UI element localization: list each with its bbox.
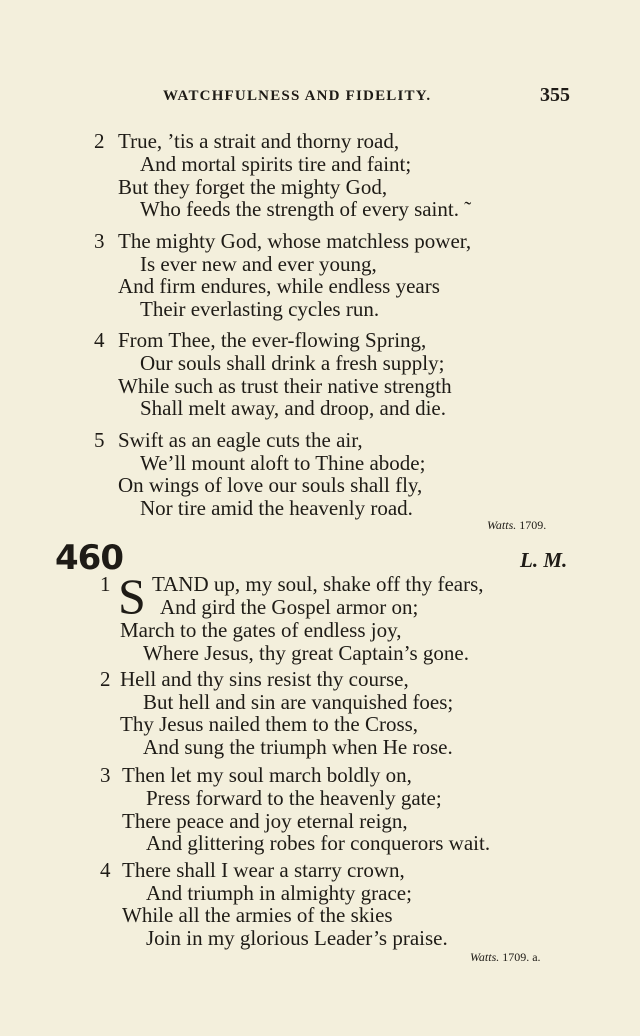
drop-cap: S [118,568,146,624]
verse-number: 2 [94,129,105,153]
verse-line: TAND up, my soul, shake off thy fears, [152,572,484,596]
verse-line: And glittering robes for conquerors wait. [146,831,491,855]
verse-line: But hell and sin are vanquished foes; [143,690,454,714]
verse-line: We’ll mount aloft to Thine abode; [140,451,426,475]
verse-line: Is ever new and ever young, [140,252,377,276]
running-header: WATCHFULNESS AND FIDELITY. [163,88,432,104]
verse-number: 4 [100,858,111,882]
verse-line: And sung the triumph when He rose. [143,735,453,759]
verse-line: There shall I wear a starry crown, [122,858,405,882]
verse-line: From Thee, the ever-flowing Spring, [118,328,427,352]
verse-line: Who feeds the strength of every saint. ˜ [140,197,472,221]
verse-line: March to the gates of endless joy, [120,618,402,642]
verse-line: Hell and thy sins resist thy course, [120,667,409,691]
attribution-year: 1709. a. [502,950,541,964]
attribution-author: Watts. [470,950,500,964]
verse-line: Where Jesus, thy great Captain’s gone. [143,641,469,665]
hymn-meter: L. M. [520,548,568,572]
verse-number: 3 [94,229,105,253]
attribution-author: Watts. [487,518,517,532]
verse-line: There peace and joy eternal reign, [122,809,408,833]
attribution [487,518,546,533]
verse-number: 5 [94,428,105,452]
verse-line: And mortal spirits tire and faint; [140,152,412,176]
hymn-number: 460 [55,538,123,578]
verse-line: While all the armies of the skies [122,903,393,927]
verse-number: 4 [94,328,105,352]
verse-line: While such as trust their native strength [118,374,452,398]
verse-line: Thy Jesus nailed them to the Cross, [120,712,419,736]
verse-number: 1 [100,572,111,596]
verse-line: The mighty God, whose matchless power, [118,229,472,253]
page-number: 355 [540,84,570,106]
verse-line: And triumph in almighty grace; [146,881,412,905]
verse-line: And gird the Gospel armor on; [160,595,419,619]
verse-number: 3 [100,763,111,787]
verse-line: Join in my glorious Leader’s praise. [146,926,448,950]
verse-line: And firm endures, while endless years [118,274,440,298]
attribution-year: 1709. [519,518,547,532]
verse-number: 2 [100,667,111,691]
verse-line: Press forward to the heavenly gate; [146,786,442,810]
attribution [470,950,541,965]
verse-line: Nor tire amid the heavenly road. [140,496,413,520]
verse-line: True, ’tis a strait and thorny road, [118,129,400,153]
verse-line: Our souls shall drink a fresh supply; [140,351,445,375]
verse-line: Shall melt away, and droop, and die. [140,396,446,420]
verse-line: Swift as an eagle cuts the air, [118,428,363,452]
verse-line: But they forget the mighty God, [118,175,388,199]
verse-line: Their everlasting cycles run. [140,297,380,321]
verse-line: Then let my soul march boldly on, [122,763,412,787]
verse-line: On wings of love our souls shall fly, [118,473,423,497]
